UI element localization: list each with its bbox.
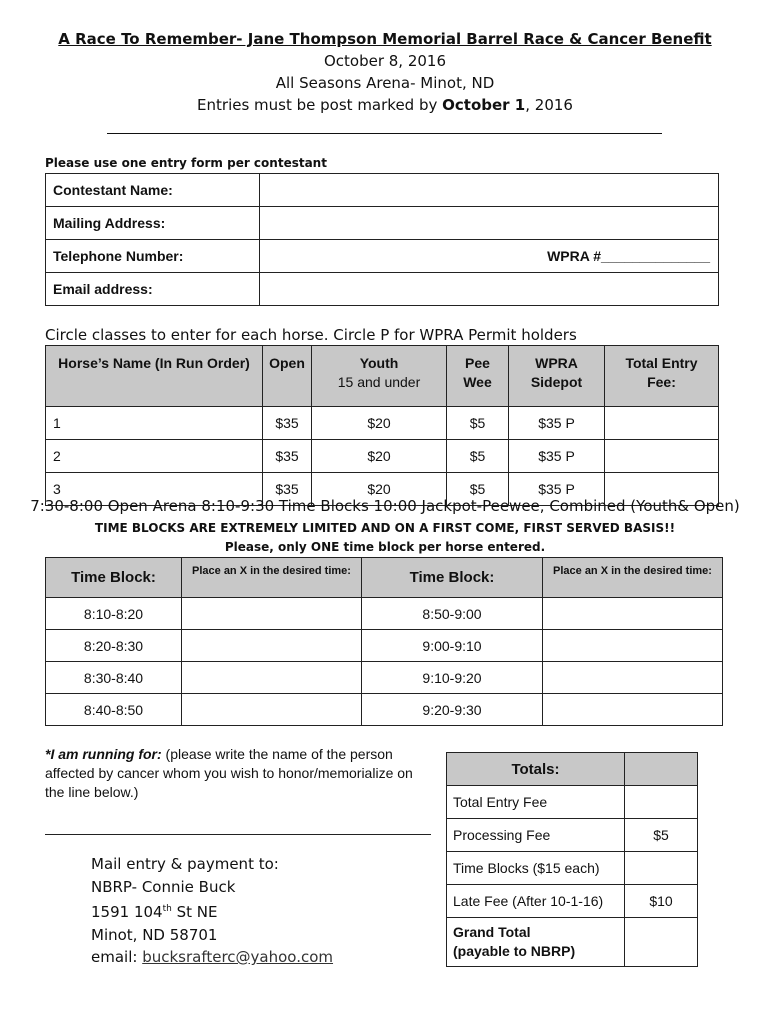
- wpra-fee[interactable]: $35 P: [509, 407, 605, 440]
- entry-form-note: Please use one entry form per contestant: [45, 156, 327, 170]
- time-block-checkbox[interactable]: [182, 598, 362, 630]
- mail-city: Minot, ND 58701: [91, 925, 218, 944]
- wpra-fee[interactable]: $35 P: [509, 440, 605, 473]
- total-entry-fee-label: Total Entry Fee: [447, 786, 625, 819]
- youth-fee[interactable]: $20: [312, 407, 447, 440]
- peewee-fee[interactable]: $5: [447, 473, 509, 506]
- late-fee-row: [447, 885, 698, 918]
- totals-header: Totals:: [447, 753, 625, 786]
- telephone-label: Telephone Number:: [46, 240, 260, 273]
- telephone-row: [46, 240, 719, 273]
- street-number: 1591 104: [91, 903, 163, 921]
- honoree-name-line[interactable]: [45, 834, 431, 835]
- running-for-text: (please write the name of the person affected by cancer whom you wish to honor/memorialize on the line below.): [45, 746, 413, 800]
- late-fee-label: Late Fee (After 10-1-16): [447, 885, 625, 918]
- event-venue: All Seasons Arena- Minot, ND: [275, 74, 495, 92]
- mailing-address-field[interactable]: [260, 207, 719, 240]
- circle-classes-note: Circle classes to enter for each horse. Circle P for WPRA Permit holders: [45, 326, 577, 344]
- place-x-header: Place an X in the desired time:: [543, 558, 723, 598]
- contestant-info-table: [45, 173, 719, 306]
- total-fee-header: [605, 346, 719, 407]
- youth-header-sub: 15 and under: [337, 374, 421, 390]
- totals-table: [446, 752, 698, 967]
- time-blocks-limited-note: TIME BLOCKS ARE EXTREMELY LIMITED AND ON A FIRST COME, FIRST SERVED BASIS!!: [94, 521, 676, 535]
- running-for-label: *I am running for:: [45, 746, 162, 762]
- processing-fee-label: Processing Fee: [447, 819, 625, 852]
- youth-fee[interactable]: $20: [312, 473, 447, 506]
- mail-recipient: NBRP- Connie Buck: [91, 877, 236, 896]
- time-block-checkbox[interactable]: [543, 662, 723, 694]
- grand-total-title: Grand Total: [453, 924, 531, 940]
- time-blocks-fee-row: [447, 852, 698, 885]
- total-entry-fee-row: [447, 786, 698, 819]
- youth-header-main: Youth: [359, 355, 399, 371]
- open-fee[interactable]: $35: [263, 473, 312, 506]
- time-block-header: Time Block:: [46, 558, 182, 598]
- time-block-checkbox[interactable]: [182, 694, 362, 726]
- sidepot-header: Sidepot: [530, 374, 583, 390]
- time-block-table: [45, 557, 723, 726]
- time-block-slot: 8:40-8:50: [46, 694, 182, 726]
- horse-name-field[interactable]: 2: [46, 440, 263, 473]
- email-prefix: email:: [91, 948, 143, 966]
- mailing-address-label: Mailing Address:: [46, 207, 260, 240]
- mailing-address-row: [46, 207, 719, 240]
- time-block-slot: 9:00-9:10: [362, 630, 543, 662]
- grand-total-row: [447, 918, 698, 967]
- contestant-name-label: Contestant Name:: [46, 174, 260, 207]
- time-block-checkbox[interactable]: [543, 630, 723, 662]
- horse-row: [46, 407, 719, 440]
- open-fee[interactable]: $35: [263, 440, 312, 473]
- peewee-fee[interactable]: $5: [447, 440, 509, 473]
- wpra-header: WPRA: [535, 355, 578, 371]
- time-block-row: [46, 694, 723, 726]
- youth-header: [312, 346, 447, 407]
- horse-table-header: [46, 346, 719, 407]
- fee-header: Fee:: [647, 374, 676, 390]
- email-label: Email address:: [46, 273, 260, 306]
- time-block-slot: 8:30-8:40: [46, 662, 182, 694]
- place-x-header: Place an X in the desired time:: [182, 558, 362, 598]
- email-link[interactable]: bucksrafterc@yahoo.com: [142, 948, 334, 966]
- time-block-checkbox[interactable]: [182, 662, 362, 694]
- grand-total-payable: (payable to NBRP): [453, 943, 576, 959]
- event-title: A Race To Remember- Jane Thompson Memorial Barrel Race & Cancer Benefit: [58, 30, 712, 48]
- time-block-header-row: [46, 558, 723, 598]
- time-block-row: [46, 662, 723, 694]
- email-field[interactable]: [260, 273, 719, 306]
- time-block-header: Time Block:: [362, 558, 543, 598]
- deadline-year: , 2016: [525, 96, 573, 114]
- one-time-block-note: Please, only ONE time block per horse entered.: [224, 540, 546, 554]
- time-block-checkbox[interactable]: [543, 598, 723, 630]
- time-block-slot: 8:50-9:00: [362, 598, 543, 630]
- time-block-checkbox[interactable]: [543, 694, 723, 726]
- event-date: October 8, 2016: [323, 52, 447, 70]
- form-header: [0, 28, 770, 116]
- time-block-checkbox[interactable]: [182, 630, 362, 662]
- grand-total-label: [447, 918, 625, 967]
- horse-name-field[interactable]: 1: [46, 407, 263, 440]
- peewee-header: [447, 346, 509, 407]
- entry-deadline: [0, 94, 770, 116]
- contestant-name-row: [46, 174, 719, 207]
- total-entry-fee-field[interactable]: [625, 786, 698, 819]
- totals-header-row: [447, 753, 698, 786]
- total-entry-header: Total Entry: [625, 355, 698, 371]
- peewee-fee[interactable]: $5: [447, 407, 509, 440]
- open-fee[interactable]: $35: [263, 407, 312, 440]
- horse-entry-table: [45, 345, 719, 506]
- header-divider: [107, 133, 662, 134]
- horse-row: [46, 440, 719, 473]
- street-name: St NE: [171, 903, 218, 921]
- horse-name-field[interactable]: 3: [46, 473, 263, 506]
- total-fee-field[interactable]: [605, 440, 719, 473]
- street-ordinal: th: [162, 904, 172, 914]
- wpra-number-field[interactable]: WPRA #______________: [260, 240, 719, 273]
- totals-header-blank: [625, 753, 698, 786]
- mail-street: [91, 898, 333, 924]
- time-blocks-fee-label: Time Blocks ($15 each): [447, 852, 625, 885]
- time-block-slot: 8:20-8:30: [46, 630, 182, 662]
- total-fee-field[interactable]: [605, 407, 719, 440]
- time-block-slot: 9:20-9:30: [362, 694, 543, 726]
- wpra-fee[interactable]: $35 P: [509, 473, 605, 506]
- peewee-header-wee: Wee: [463, 374, 492, 390]
- schedule-line: 7:30-8:00 Open Arena 8:10-9:30 Time Blocks 10:00 Jackpot-Peewee, Combined (Youth& Open): [30, 497, 740, 515]
- time-block-slot: 8:10-8:20: [46, 598, 182, 630]
- contestant-name-field[interactable]: [260, 174, 719, 207]
- time-block-slot: 9:10-9:20: [362, 662, 543, 694]
- grand-total-field[interactable]: [625, 918, 698, 967]
- time-blocks-fee-field[interactable]: [625, 852, 698, 885]
- running-for-instructions: [45, 745, 435, 802]
- deadline-prefix: Entries must be post marked by: [197, 96, 443, 114]
- late-fee-value: $10: [625, 885, 698, 918]
- mail-email: [91, 946, 333, 969]
- wpra-sidepot-header: [509, 346, 605, 407]
- mail-heading: Mail entry & payment to:: [91, 855, 279, 873]
- deadline-date: October 1: [442, 96, 526, 114]
- youth-fee[interactable]: $20: [312, 440, 447, 473]
- mailing-info: [91, 853, 333, 969]
- processing-fee-row: [447, 819, 698, 852]
- email-row: [46, 273, 719, 306]
- open-header: Open: [263, 346, 312, 407]
- time-block-row: [46, 630, 723, 662]
- time-block-row: [46, 598, 723, 630]
- processing-fee-value: $5: [625, 819, 698, 852]
- horse-name-header: Horse’s Name (In Run Order): [46, 346, 263, 407]
- peewee-header-pee: Pee: [465, 355, 490, 371]
